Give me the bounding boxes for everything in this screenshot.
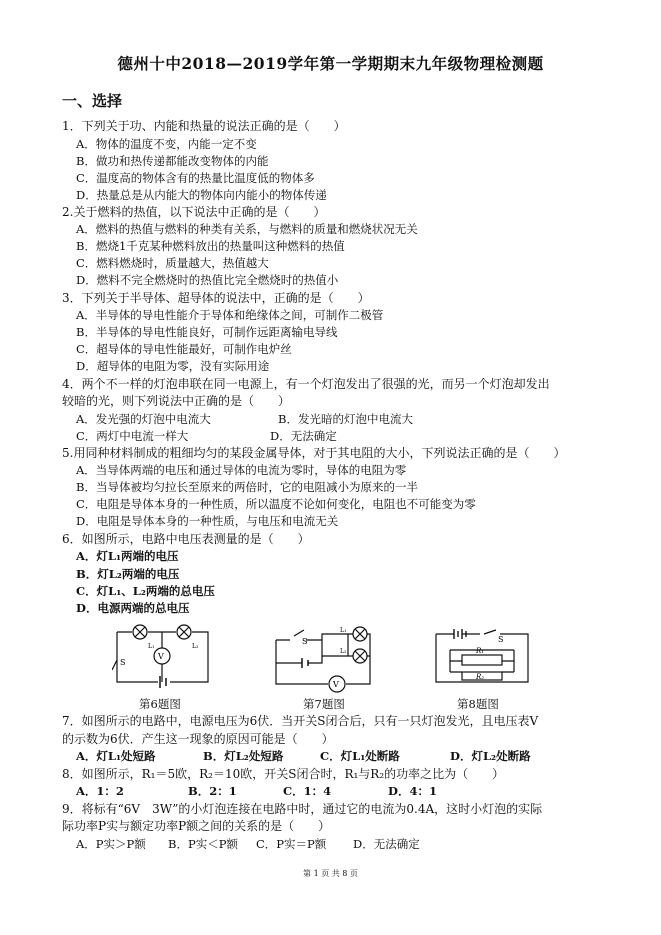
figure-7-caption: 第7题图 bbox=[303, 697, 345, 711]
question-7-stem-line2: 的示数为6伏．产生这一现象的原因可能是（ ） bbox=[62, 732, 334, 746]
question-2-stem: 2.关于燃料的热值，以下说法中正确的是（ ） bbox=[62, 205, 326, 219]
question-9-option-c: C．P实＝P额 bbox=[256, 837, 327, 851]
question-5-option-d: D．电阻是导体本身的一种性质，与电压和电流无关 bbox=[76, 514, 339, 528]
question-8-option-b: B．2：1 bbox=[188, 784, 237, 798]
question-3-option-b: B．半导体的导电性能良好，可制作远距离输电导线 bbox=[76, 325, 338, 339]
question-9-option-a: A．P实＞P额 bbox=[76, 837, 146, 851]
question-5-stem: 5.用同种材料制成的粗细均匀的某段金属导体，对于其电阻的大小，下列说法正确的是（ ） bbox=[62, 446, 566, 460]
question-3-option-a: A．半导体的导电性能介于导体和绝缘体之间，可制作二极管 bbox=[76, 308, 384, 322]
figure-6-label-s: S bbox=[120, 658, 126, 667]
question-5-option-b: B．当导体被均匀拉长至原来的两倍时，它的电阻减小为原来的一半 bbox=[76, 480, 418, 494]
figure-7-circuit bbox=[272, 624, 374, 694]
question-3-stem: 3．下列关于半导体、超导体的说法中，正确的是（ ） bbox=[62, 291, 370, 305]
figure-6-label-v: V bbox=[158, 652, 164, 661]
section-heading: 一、选择 bbox=[62, 92, 123, 110]
figure-8-label-s: S bbox=[498, 635, 504, 644]
question-1-option-d: D．热量总是从内能大的物体向内能小的物体传递 bbox=[76, 188, 327, 202]
question-3-option-d: D．超导体的电阻为零，没有实际用途 bbox=[76, 359, 270, 373]
question-1-option-c: C．温度高的物体含有的热量比温度低的物体多 bbox=[76, 171, 315, 185]
question-2-option-d: D．燃料不完全燃烧时的热值比完全燃烧时的热值小 bbox=[76, 273, 339, 287]
question-8-option-d: D．4：1 bbox=[388, 784, 437, 798]
question-6-stem: 6．如图所示，电路中电压表测量的是（ ） bbox=[62, 532, 310, 546]
question-5-option-c: C．电阻是导体本身的一种性质，所以温度不论如何变化，电阻也不可能变为零 bbox=[76, 497, 476, 511]
question-5-option-a: A．当导体两端的电压和通过导体的电流为零时，导体的电阻为零 bbox=[76, 463, 407, 477]
figure-7-label-v: V bbox=[333, 680, 339, 689]
question-7-option-d: D．灯L₂处断路 bbox=[450, 749, 531, 763]
question-7-option-b: B．灯L₂处短路 bbox=[203, 749, 284, 763]
question-9-option-d: D．无法确定 bbox=[353, 837, 420, 851]
question-2-option-c: C．燃料燃烧时，质量越大，热值越大 bbox=[76, 256, 269, 270]
question-6-option-a: A．灯L₁两端的电压 bbox=[76, 549, 179, 563]
figure-8-label-r2: R₂ bbox=[476, 673, 485, 681]
question-4-option-c: C．两灯中电流一样大 bbox=[76, 429, 189, 443]
figure-6-label-l1: L₁ bbox=[148, 643, 155, 650]
figure-7-label-l1: L₁ bbox=[340, 627, 347, 634]
question-8-option-c: C．1：4 bbox=[283, 784, 332, 798]
question-1-option-a: A．物体的温度不变，内能一定不变 bbox=[76, 137, 257, 151]
question-4-stem-line2: 较暗的光，则下列说法中正确的是（ ） bbox=[62, 394, 291, 408]
figure-6-label-l2: L₂ bbox=[192, 643, 199, 650]
question-7-stem-line1: 7．如图所示的电路中，电源电压为6伏．当开关S闭合后，只有一只灯泡发光，且电压表V bbox=[62, 714, 539, 728]
figure-7-label-l2: L₂ bbox=[340, 648, 347, 655]
question-7-option-c: C．灯L₁处断路 bbox=[320, 749, 400, 763]
question-3-option-c: C．超导体的导电性能最好，可制作电炉丝 bbox=[76, 342, 292, 356]
question-6-option-d: D．电源两端的总电压 bbox=[76, 601, 190, 615]
question-6-option-c: C．灯L₁、L₂两端的总电压 bbox=[76, 584, 215, 598]
question-9-stem-line2: 际功率P实与额定功率P额之间的关系的是（ ） bbox=[62, 819, 331, 833]
question-2-option-b: B．燃烧1千克某种燃料放出的热量叫这种燃料的热值 bbox=[76, 239, 345, 253]
question-4-option-d: D．无法确定 bbox=[270, 429, 337, 443]
question-4-option-a: A．发光强的灯泡中电流大 bbox=[76, 412, 211, 426]
question-8-option-a: A．1：2 bbox=[76, 784, 124, 798]
figure-8-caption: 第8题图 bbox=[457, 697, 499, 711]
page-title: 德州十中2018—2019学年第一学期期末九年级物理检测题 bbox=[117, 54, 544, 73]
question-9-option-b: B．P实＜P额 bbox=[168, 837, 238, 851]
question-4-stem-line1: 4．两个不一样的灯泡串联在同一电源上，有一个灯泡发出了很强的光，而另一个灯泡却发出 bbox=[62, 377, 550, 391]
question-1-stem: 1．下列关于功、内能和热量的说法正确的是（ ） bbox=[62, 119, 346, 133]
figure-6-circuit bbox=[112, 620, 214, 690]
page-footer: 第 1 页 共 8 页 bbox=[303, 869, 358, 878]
question-4-option-b: B．发光暗的灯泡中电流大 bbox=[278, 412, 413, 426]
figure-6-caption: 第6题图 bbox=[139, 697, 181, 711]
question-9-stem-line1: 9．将标有“6V 3W”的小灯泡连接在电路中时，通过它的电流为0.4A，这时小灯泡的实际 bbox=[62, 802, 543, 816]
figure-7-label-s: S bbox=[302, 637, 308, 646]
figure-8-label-r1: R₁ bbox=[476, 647, 485, 655]
figure-8-circuit bbox=[432, 626, 532, 692]
question-1-option-b: B．做功和热传递都能改变物体的内能 bbox=[76, 154, 269, 168]
question-7-option-a: A．灯L₁处短路 bbox=[76, 749, 156, 763]
question-6-option-b: B．灯L₂两端的电压 bbox=[76, 567, 180, 581]
question-2-option-a: A．燃料的热值与燃料的种类有关系，与燃料的质量和燃烧状况无关 bbox=[76, 222, 418, 236]
question-8-stem: 8．如图所示，R₁＝5欧，R₂＝10欧，开关S闭合时，R₁与R₂的功率之比为（ ） bbox=[62, 767, 505, 781]
